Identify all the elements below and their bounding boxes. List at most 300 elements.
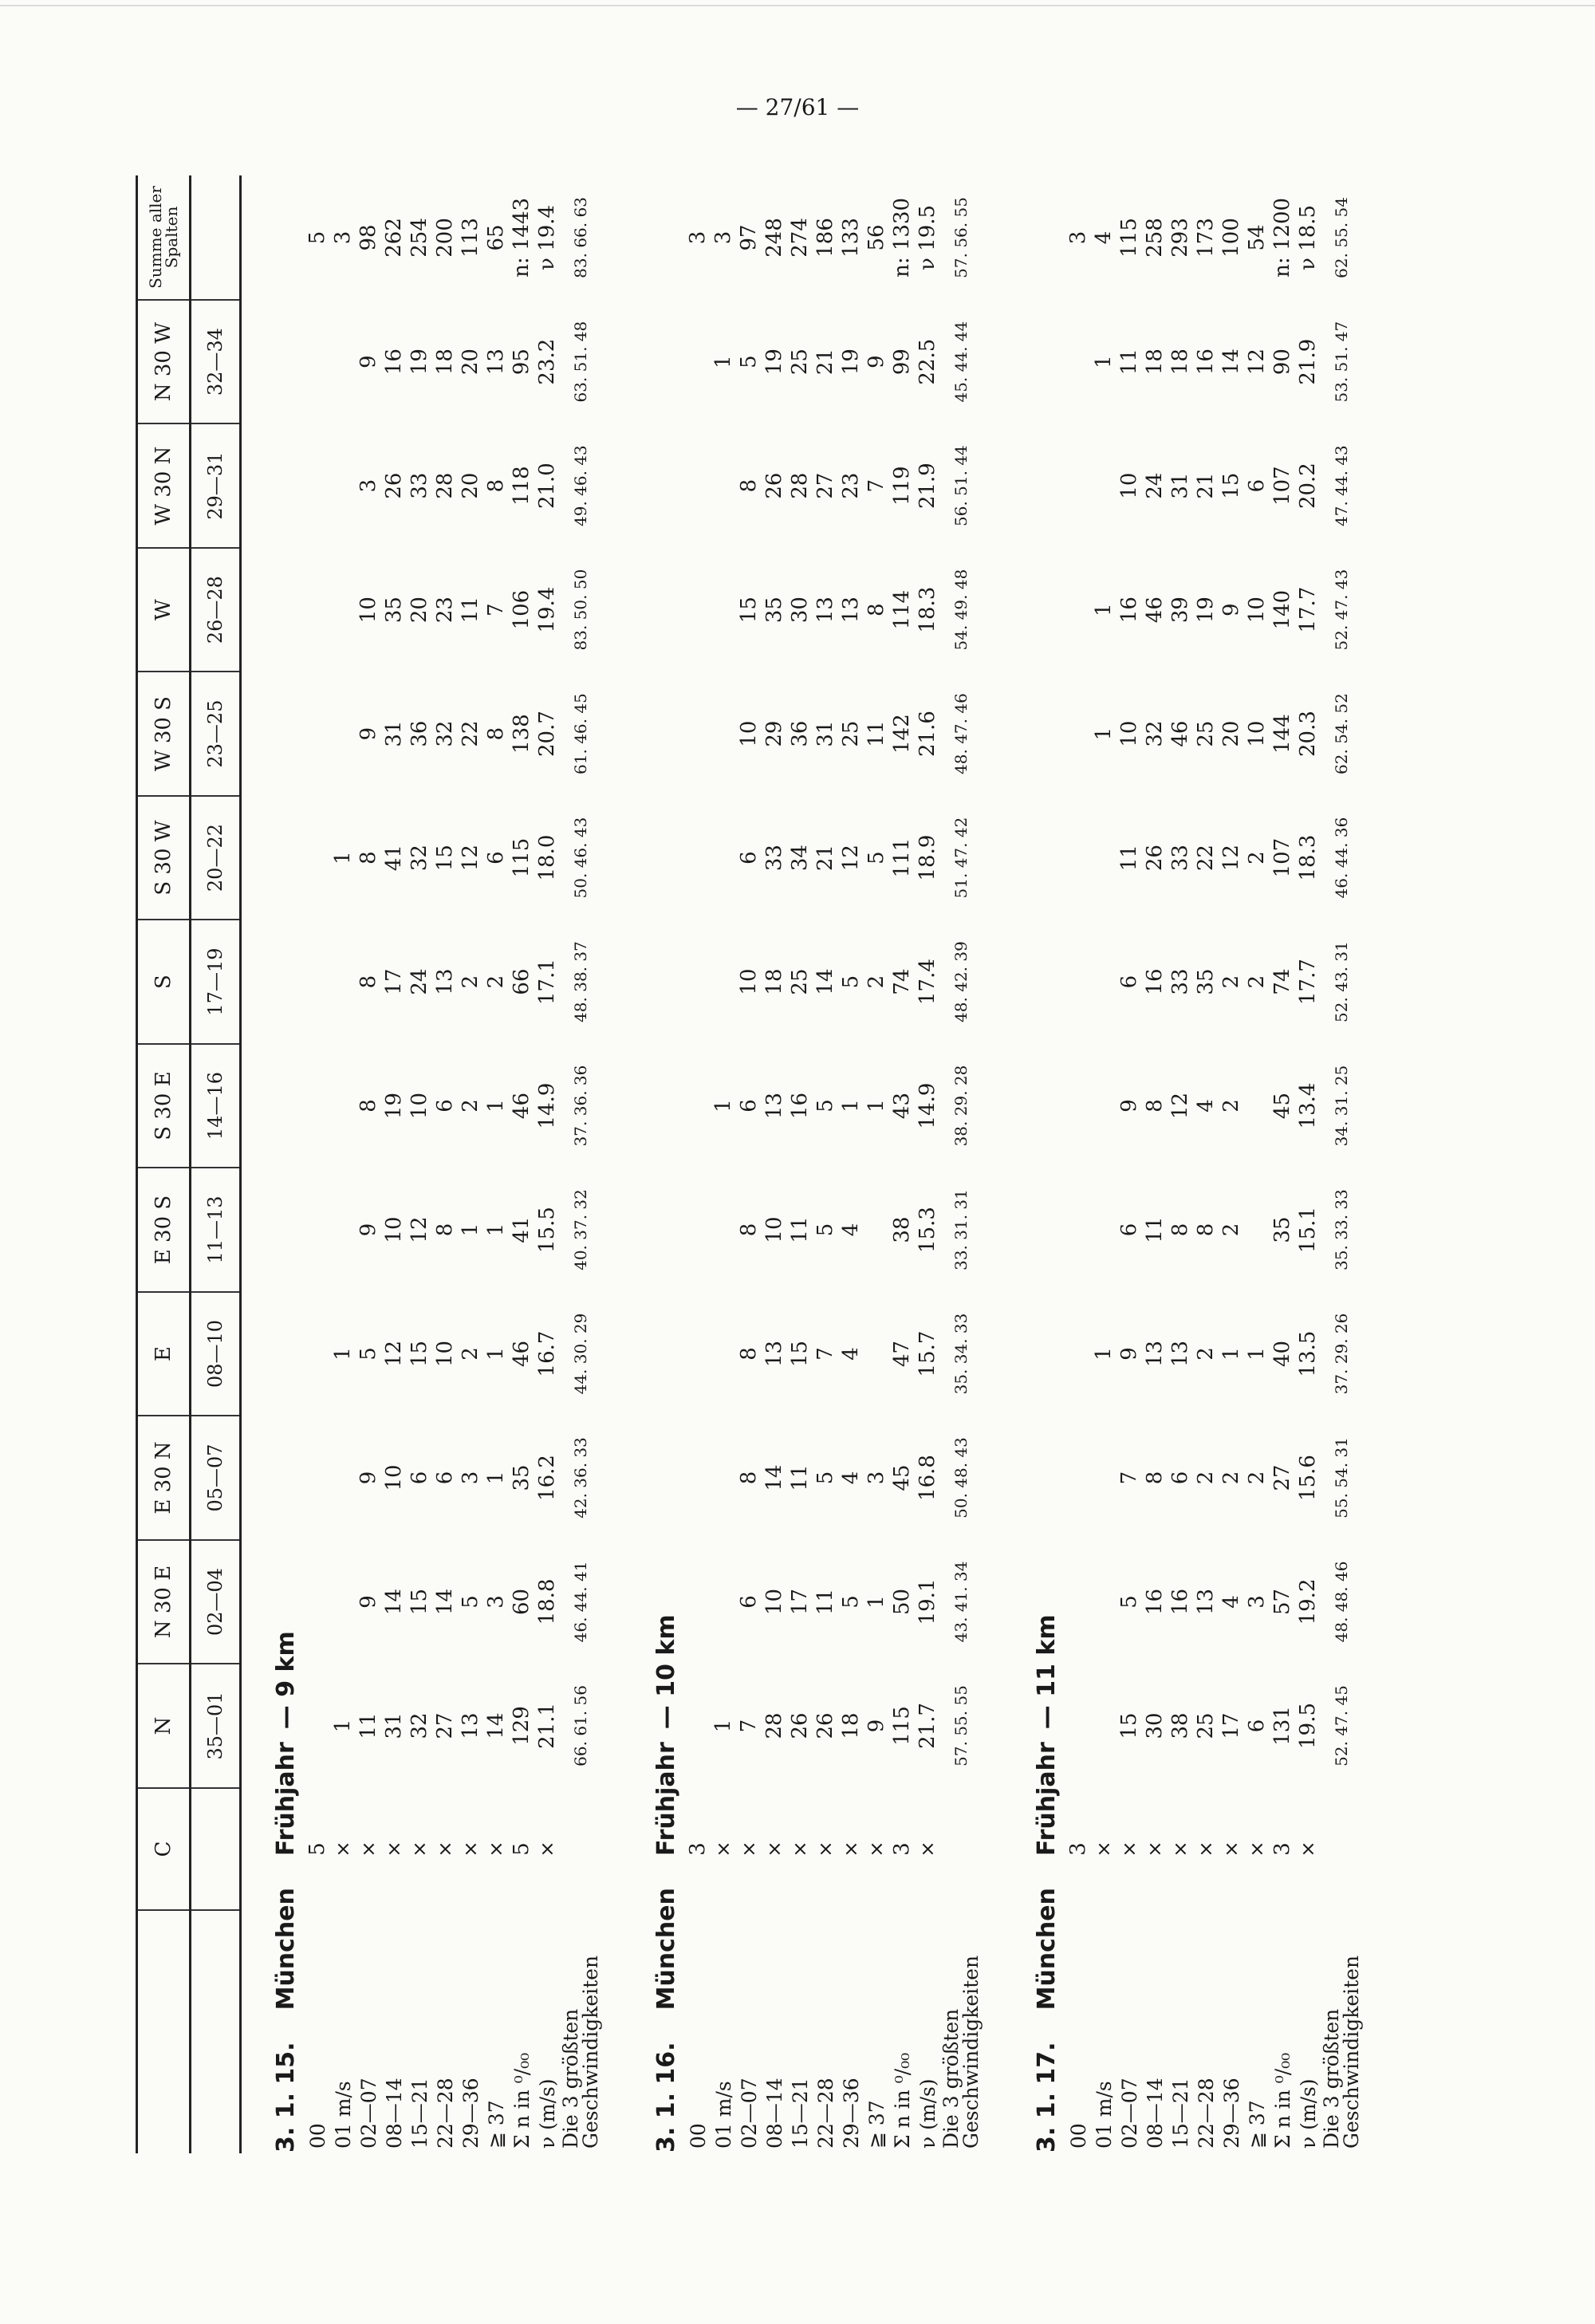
table-cell: 107 [1270, 837, 1294, 878]
table-cell: 57. 56. 55 [951, 197, 971, 278]
table-cell: 25 [839, 720, 863, 747]
table-cell: 118 [510, 466, 534, 506]
table-cell: 41 [382, 845, 406, 872]
table-cell: 9 [864, 1719, 888, 1733]
table-cell: 46. 44. 41 [571, 1561, 590, 1643]
table-cell: 20 [408, 597, 431, 624]
table-cell: 37. 36. 36 [571, 1065, 590, 1147]
table-cell: 1 [331, 1719, 355, 1733]
table-cell: × [1169, 1841, 1191, 1857]
table-cell: 83. 66. 63 [571, 197, 590, 278]
table-cell: × [865, 1841, 888, 1857]
table-cell: 12 [1245, 349, 1269, 376]
table-cell: 60 [510, 1588, 534, 1616]
table-cell: 8 [1143, 1471, 1167, 1485]
sum-row [1270, 175, 1295, 2153]
table-cell: 20 [459, 349, 482, 376]
table-cell: 52. 47. 45 [1332, 1685, 1351, 1767]
table-cell: 144 [1270, 714, 1294, 754]
row-label: Σ n in ⁰/₀₀ [510, 2052, 534, 2149]
table-cell: 25 [788, 349, 812, 376]
header-degree: 11—13 [191, 1168, 241, 1291]
section-id: 3. 1. 15. [272, 2042, 300, 2153]
table-cell: 3 [686, 230, 710, 245]
table-row [762, 175, 787, 2153]
table-cell: 15 [1117, 1712, 1141, 1739]
table-cell [1091, 1416, 1116, 1539]
table-cell: 43 [890, 1092, 914, 1120]
table-cell: 14 [1219, 349, 1243, 376]
table-cell: 115 [890, 1706, 914, 1746]
row-label: 02—07 [737, 2078, 761, 2149]
header-degrees-row [191, 175, 241, 2153]
table-cell: 18 [1143, 349, 1167, 376]
table-cell: × [1220, 1841, 1243, 1857]
section-season: Frühjahr [652, 1742, 680, 1856]
table-cell: 45 [1270, 1092, 1294, 1120]
table-row [458, 175, 483, 2153]
table-cell: 7 [737, 1719, 761, 1733]
row-label [940, 1910, 982, 2153]
table-row [864, 175, 889, 2153]
table-cell: 47. 44. 43 [1332, 445, 1351, 526]
table-cell: 19.1 [916, 1578, 939, 1625]
row-label: 02—07 [356, 2078, 380, 2149]
table-cell: 11 [1143, 1216, 1167, 1243]
row-label: 08—14 [1143, 2078, 1167, 2149]
rotated-wind-table [136, 175, 1459, 2153]
table-cell: 2 [1219, 1223, 1243, 1237]
table-cell: 33 [762, 845, 786, 872]
table-cell [711, 548, 736, 672]
table-cell: 9 [356, 727, 380, 741]
table-cell [1065, 300, 1091, 423]
table-row [356, 175, 381, 2153]
table-row [813, 175, 838, 2153]
header-degree: 17—19 [191, 920, 241, 1043]
table-cell: 142 [890, 714, 914, 754]
table-cell: 32 [433, 720, 457, 747]
table-row [787, 175, 813, 2153]
table-cell: 21.6 [916, 711, 939, 758]
table-cell [330, 920, 356, 1043]
table-cell: 10 [356, 597, 380, 624]
header-degree [191, 1788, 241, 1911]
table-cell: 16.8 [916, 1455, 939, 1501]
table-cell: 2 [1194, 1471, 1218, 1485]
row-label-line: Geschwindigkeiten [579, 1955, 602, 2149]
table-cell [711, 1416, 736, 1539]
table-cell: 17 [1219, 1712, 1243, 1739]
table-cell: 5 [839, 975, 863, 989]
table-cell: 133 [839, 218, 863, 258]
table-cell: 44. 30. 29 [571, 1313, 590, 1395]
table-cell: n: 1330 [890, 197, 914, 278]
header-degree: 02—04 [191, 1540, 241, 1664]
table-cell: 6 [433, 1471, 457, 1485]
table-cell [1091, 1664, 1116, 1787]
table-cell: 6 [737, 851, 761, 865]
table-cell: 17.1 [535, 959, 559, 1005]
table-cell: × [408, 1841, 431, 1857]
table-cell [685, 1168, 711, 1291]
table-cell: 16 [1117, 597, 1141, 624]
table-cell: 31 [382, 720, 406, 747]
table-row [736, 175, 762, 2153]
table-cell: 52. 43. 31 [1332, 941, 1351, 1022]
table-cell [940, 1788, 982, 1911]
table-cell: 14 [813, 968, 837, 995]
table-cell: 48. 42. 39 [951, 941, 971, 1022]
table-cell [330, 672, 356, 795]
table-cell: × [1195, 1841, 1217, 1857]
table-cell [1091, 1044, 1116, 1168]
table-cell: 1 [1092, 1347, 1116, 1361]
table-cell: 14.9 [916, 1082, 939, 1129]
table-cell: 8 [433, 1223, 457, 1237]
table-cell: 11 [788, 1464, 812, 1491]
gap-cell [601, 1910, 622, 2153]
table-cell: 8 [356, 975, 380, 989]
section-title-row [622, 175, 685, 2153]
row-label [1321, 1910, 1362, 2153]
row-label-line: Die 3 größten [939, 2008, 963, 2149]
table-cell: × [1297, 1841, 1319, 1857]
table-cell: 11 [813, 1588, 837, 1616]
table-cell: 18.8 [535, 1578, 559, 1625]
table-cell: 7 [813, 1347, 837, 1361]
gap-cell [982, 1910, 1002, 2153]
table-cell: 2 [1219, 1471, 1243, 1485]
table-row [1116, 175, 1142, 2153]
table-cell [305, 1044, 330, 1168]
table-cell: 262 [382, 218, 406, 258]
table-cell: 6 [1245, 1719, 1269, 1733]
table-cell: 1 [484, 1223, 508, 1237]
table-cell [305, 672, 330, 795]
table-cell: 25 [1194, 1712, 1218, 1739]
table-cell: 21 [813, 349, 837, 376]
table-cell: 90 [1270, 349, 1294, 376]
section-title [241, 175, 305, 2153]
table-cell [330, 423, 356, 547]
table-cell [1065, 1168, 1091, 1291]
table-cell [330, 300, 356, 423]
table-cell: 1 [1219, 1347, 1243, 1361]
table-cell [1065, 920, 1091, 1043]
table-cell [685, 920, 711, 1043]
table-cell: 1 [331, 851, 355, 865]
row-label: Σ n in ⁰/₀₀ [1270, 2052, 1294, 2149]
table-cell: 24 [408, 968, 431, 995]
table-cell: 2 [1245, 851, 1269, 865]
table-cell: 34 [788, 845, 812, 872]
table-cell: 7 [864, 479, 888, 493]
table-cell: 35. 34. 33 [951, 1313, 971, 1395]
table-row [330, 175, 356, 2153]
table-row [483, 175, 509, 2153]
table-cell: 32 [408, 1712, 431, 1739]
table-cell: ν 18.5 [1296, 204, 1320, 270]
row-label: 22—28 [1194, 2078, 1218, 2149]
row-label: 15—21 [1168, 2078, 1192, 2149]
table-cell: 31 [382, 1712, 406, 1739]
table-cell: 18 [839, 1712, 863, 1739]
section-id: 3. 1. 16. [652, 2042, 680, 2153]
table-cell: 9 [1219, 603, 1243, 616]
table-cell: 1 [331, 1347, 355, 1361]
table-cell: 28 [433, 472, 457, 499]
table-row [1142, 175, 1168, 2153]
header-degree: 05—07 [191, 1416, 241, 1539]
table-cell: 56 [864, 224, 888, 251]
table-row [1244, 175, 1270, 2153]
table-cell: 1 [1092, 727, 1116, 741]
section-gap [601, 175, 622, 2153]
table-cell: 23.2 [535, 338, 559, 385]
table-cell: 40. 37. 32 [571, 1189, 590, 1270]
table-cell: 54 [1245, 224, 1269, 251]
table-cell: 10 [1245, 720, 1269, 747]
table-cell: 13 [433, 968, 457, 995]
table-cell: 19 [408, 349, 431, 376]
table-cell: 16 [1168, 1588, 1192, 1616]
table-cell: 19.2 [1296, 1578, 1320, 1625]
table-cell: 2 [1194, 1347, 1218, 1361]
table-cell: 38 [1168, 1712, 1192, 1739]
row-label: ≧ 37 [484, 2100, 508, 2149]
row-label: 29—36 [1219, 2078, 1243, 2149]
table-cell: 42. 36. 33 [571, 1437, 590, 1518]
table-cell: 13.4 [1296, 1082, 1320, 1129]
table-cell: 32 [408, 845, 431, 872]
table-row [1065, 175, 1091, 2153]
table-cell: 74 [890, 968, 914, 995]
table-cell [305, 1540, 330, 1664]
table-cell: 248 [762, 218, 786, 258]
table-cell: 2 [459, 1099, 482, 1113]
table-cell: 41 [510, 1216, 534, 1243]
row-label: 01 m/s [331, 2081, 355, 2149]
table-cell: 45 [890, 1464, 914, 1491]
table-cell: 24 [1143, 472, 1167, 499]
table-cell: 57 [1270, 1588, 1294, 1616]
table-cell: 8 [737, 1471, 761, 1485]
table-cell: 95 [510, 349, 534, 376]
row-label: ν (m/s) [535, 2078, 559, 2149]
table-cell: 3 [459, 1471, 482, 1485]
table-cell [685, 1044, 711, 1168]
table-cell: 46 [510, 1340, 534, 1368]
table-cell: 8 [356, 851, 380, 865]
table-cell: 3 [484, 1595, 508, 1609]
table-cell: 65 [484, 224, 508, 251]
table-cell [711, 1168, 736, 1291]
table-cell [685, 423, 711, 547]
table-cell: 56. 51. 44 [951, 445, 971, 526]
table-cell: 18.9 [916, 834, 939, 881]
table-cell: 8 [484, 727, 508, 741]
table-cell: 18.0 [535, 834, 559, 881]
table-cell: 18 [762, 968, 786, 995]
row-label: 08—14 [762, 2078, 786, 2149]
top3-row [1321, 175, 1362, 2153]
table-cell: 26 [762, 472, 786, 499]
table-cell: 5 [510, 1842, 534, 1856]
table-cell: 12 [382, 1340, 406, 1368]
table-cell: 8 [484, 479, 508, 493]
table-cell: × [840, 1841, 862, 1857]
row-label: 00 [305, 2123, 329, 2149]
table-cell: 13 [1143, 1340, 1167, 1368]
table-cell: 17 [382, 968, 406, 995]
table-cell: 2 [864, 975, 888, 989]
table-cell: 19 [839, 349, 863, 376]
table-cell: 1 [864, 1595, 888, 1609]
table-cell: 38. 29. 28 [951, 1065, 971, 1147]
table-cell: 3 [890, 1842, 914, 1856]
table-cell: 6 [1117, 975, 1141, 989]
section-place: München [652, 1888, 680, 2011]
table-cell: 16 [1143, 1588, 1167, 1616]
table-cell: 4 [1219, 1595, 1243, 1609]
table-cell: 46. 44. 36 [1332, 817, 1351, 899]
table-cell: 8 [1168, 1223, 1192, 1237]
row-label: 00 [1066, 2123, 1090, 2149]
table-cell: 15 [408, 1340, 431, 1368]
table-cell: 20.3 [1296, 711, 1320, 758]
table-cell: 13 [459, 1712, 482, 1739]
table-cell [711, 423, 736, 547]
table-cell: 20.2 [1296, 463, 1320, 510]
table-cell: 6 [737, 1595, 761, 1609]
table-cell: × [814, 1841, 837, 1857]
top3-row [560, 175, 601, 2153]
table-cell: 35 [762, 597, 786, 624]
header-direction: S 30 W [137, 796, 191, 920]
table-cell: 10 [737, 720, 761, 747]
section-gap [982, 175, 1002, 2153]
table-cell [330, 1540, 356, 1664]
table-cell: 2 [484, 975, 508, 989]
row-label-line: Geschwindigkeiten [1340, 1955, 1363, 2149]
header-degree: 32—34 [191, 300, 241, 423]
table-row [381, 175, 407, 2153]
table-cell: 10 [1117, 720, 1141, 747]
table-cell [685, 1664, 711, 1787]
row-label: 22—28 [813, 2078, 837, 2149]
table-cell: 62. 54. 52 [1332, 693, 1351, 774]
table-cell: 8 [864, 603, 888, 616]
table-cell: n: 1200 [1270, 197, 1294, 278]
table-cell: 46 [1168, 720, 1192, 747]
table-cell: 26 [382, 472, 406, 499]
header-degree [191, 175, 241, 300]
table-cell: 8 [737, 479, 761, 493]
table-cell: 131 [1270, 1706, 1294, 1746]
table-cell [1065, 1044, 1091, 1168]
table-cell [685, 1292, 711, 1416]
row-label: 29—36 [459, 2078, 482, 2149]
table-cell: 140 [1270, 589, 1294, 630]
table-cell: 52. 47. 43 [1332, 569, 1351, 651]
table-cell: 17 [788, 1588, 812, 1616]
table-cell: 15.5 [535, 1207, 559, 1253]
table-cell: × [1246, 1841, 1268, 1857]
table-cell: 48. 48. 46 [1332, 1561, 1351, 1643]
table-cell [711, 1292, 736, 1416]
row-label: 01 m/s [711, 2081, 735, 2149]
table-cell: 30 [1143, 1712, 1167, 1739]
page-number: — 27/61 — [735, 94, 860, 120]
table-cell [560, 1788, 601, 1911]
table-cell: 254 [408, 218, 431, 258]
table-cell: 66 [510, 968, 534, 995]
table-cell: 8 [1143, 1099, 1167, 1113]
row-label: ≧ 37 [1245, 2100, 1269, 2149]
table-cell: 13 [1168, 1340, 1192, 1368]
table-cell: 28 [762, 1712, 786, 1739]
table-cell: 6 [1117, 1223, 1141, 1237]
table-cell [1065, 1664, 1091, 1787]
table-cell: 7 [484, 603, 508, 616]
table-cell [330, 1416, 356, 1539]
table-cell: 46 [1143, 597, 1167, 624]
table-cell: 2 [459, 975, 482, 989]
table-cell: 2 [459, 1347, 482, 1361]
table-cell: 62. 55. 54 [1332, 197, 1351, 278]
table-row [711, 175, 736, 2153]
table-cell: 18 [1168, 349, 1192, 376]
table-cell: 274 [788, 218, 812, 258]
table-cell [305, 548, 330, 672]
table-cell [1065, 423, 1091, 547]
table-cell [305, 920, 330, 1043]
table-cell: × [434, 1841, 456, 1857]
row-label: ν (m/s) [916, 2078, 939, 2149]
table-cell [1065, 1292, 1091, 1416]
table-cell: 11 [1117, 349, 1141, 376]
header-direction: N 30 E [137, 1540, 191, 1664]
table-cell [1065, 672, 1091, 795]
header-direction: W 30 S [137, 672, 191, 795]
table-cell: 26 [788, 1712, 812, 1739]
table-cell: 23 [839, 472, 863, 499]
table-cell: 98 [356, 224, 380, 251]
sum-row [509, 175, 534, 2153]
scan-edge [0, 5, 1595, 6]
table-cell: 5 [864, 851, 888, 865]
table-cell: × [712, 1841, 734, 1857]
table-cell: 21 [813, 845, 837, 872]
table-row [305, 175, 330, 2153]
table-cell: 39 [1168, 597, 1192, 624]
table-cell: ν 19.4 [535, 204, 559, 270]
table-cell: 22 [1194, 845, 1218, 872]
table-cell: 16 [382, 349, 406, 376]
header-direction: N [137, 1664, 191, 1787]
table-cell: 2 [1219, 1099, 1243, 1113]
table-cell: 15 [433, 845, 457, 872]
row-label-line: Geschwindigkeiten [959, 1955, 983, 2149]
section-gap [1362, 175, 1383, 2153]
table-cell: 10 [433, 1340, 457, 1368]
row-label: 22—28 [433, 2078, 457, 2149]
table-cell: 10 [382, 1216, 406, 1243]
table-cell: 3 [864, 1471, 888, 1485]
table-cell: 5 [839, 1595, 863, 1609]
table-cell: 1 [1245, 1347, 1269, 1361]
